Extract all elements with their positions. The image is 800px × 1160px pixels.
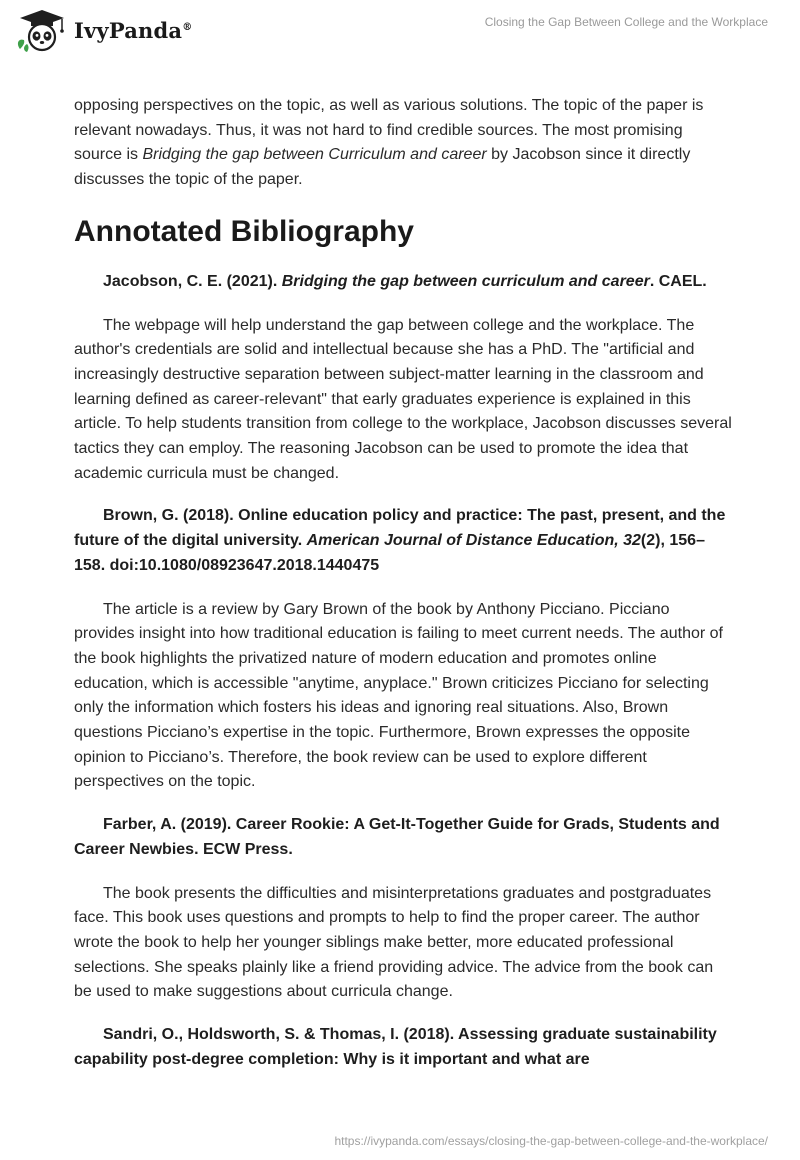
- annotation-brown: The article is a review by Gary Brown of the book by Anthony Picciano. Picciano provides insight into how traditional education is failing to meet current needs. The author of the book highlights the privatized nature of modern education and promotes online education, which is accessible "anytime, anyplace." Brown criticizes Picciano for selecting only the information which fosters his ideas and ignoring real situations. Also, Brown questions Picciano’s expertise in the topic. Furthermore, Brown expresses the opposite opinion to Picciano’s. Therefore, the book review can be used to explore different perspectives on the topic.: [74, 600, 723, 791]
- citation-brown: Brown, G. (2018). Online education policy and practice: The past, present, and the future of the digital university. American Journal of Distance Education, 32(2), 156–158. doi:10.1080/08923647.2018.1440475: [74, 507, 726, 574]
- essay-content: [74, 94, 734, 1073]
- citation-jacobson: Jacobson, C. E. (2021). Bridging the gap between curriculum and career. CAEL.: [103, 272, 707, 290]
- registered-mark: ®: [182, 21, 193, 33]
- page-header: [0, 0, 800, 60]
- brand-name: IvyPanda®: [74, 17, 193, 43]
- citation-farber: Farber, A. (2019). Career Rookie: A Get-It-Together Guide for Grads, Students and Career Newbies. ECW Press.: [74, 816, 720, 858]
- ivypanda-logo[interactable]: [14, 8, 192, 52]
- intro-italic-title: Bridging the gap between Curriculum and career: [142, 146, 487, 164]
- panda-graduate-icon: [14, 8, 70, 52]
- section-heading: Annotated Bibliography: [74, 214, 414, 248]
- source-url[interactable]: https://ivypanda.com/essays/closing-the-gap-between-college-and-the-workplace/: [334, 1134, 768, 1148]
- intro-paragraph: opposing perspectives on the topic, as well as various solutions. The topic of the paper is relevant nowadays. Thus, it was not hard to find credible sources. The most promising source is Bridging the gap between Curriculum and career by Jacobson since it directly discusses the topic of the paper.: [74, 97, 704, 189]
- document-title: Closing the Gap Between College and the Workplace: [484, 15, 768, 29]
- annotation-farber: The book presents the difficulties and misinterpretations graduates and postgraduates face. This book uses questions and prompts to help to find the proper career. The author wrote the book to help her younger siblings make better, more educated professional selections. She speaks plainly like a friend providing advice. The advice from the book can be used to make suggestions about curricula change.: [74, 884, 714, 1001]
- annotation-jacobson: The webpage will help understand the gap between college and the workplace. The author's credentials are solid and intellectual because she has a PhD. The "artificial and increasingly destructive separation between subject-matter learning in the classroom and learning defined as career-relevant" that early graduates experience is explained in this article. To help students transition from college to the workplace, Jacobson discusses several tactics they can employ. The reasoning Jacobson can be used to promote the idea that academic curricula must be changed.: [74, 316, 732, 482]
- citation-sandri: Sandri, O., Holdsworth, S. & Thomas, I. (2018). Assessing graduate sustainability capability post-degree completion: Why is it important and what are: [74, 1026, 717, 1068]
